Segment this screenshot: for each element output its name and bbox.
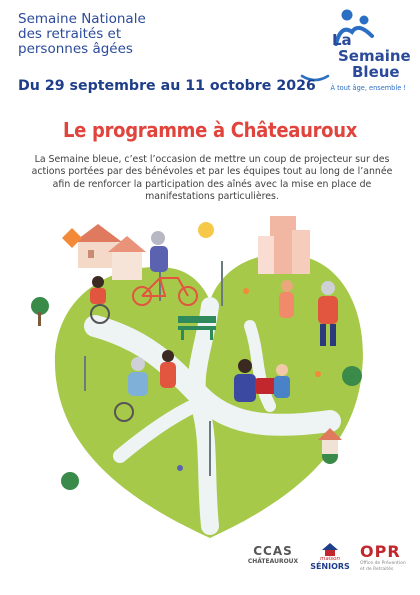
ccas-logo (245, 544, 301, 565)
logo-line-1: La (332, 31, 352, 49)
houses-icon (74, 224, 146, 280)
partner-logos (0, 540, 420, 590)
maison-top: maison (320, 556, 340, 562)
maison-main: SÉNIORS (310, 562, 350, 571)
intro-paragraph: La Semaine bleue, c’est l’occasion de mettre un coup de projecteur sur des actions portées par des bénévoles et par les équipes tout au long de l’année afin de renforcer la participation des aînés avec la mise en place de manifestations particulières. (31, 154, 393, 203)
logo-tagline: À tout âge, ensemble ! (330, 84, 406, 92)
house-icon (320, 542, 340, 556)
opr-sub: Office de Prévention et de Retraités (360, 561, 406, 572)
buildings-icon (258, 216, 310, 274)
opr-logo (360, 542, 410, 572)
logo-line-3: Bleue (352, 63, 400, 81)
sun-icon (198, 222, 214, 238)
ccas-mark: CCAS (253, 544, 293, 558)
park-illustration (0, 206, 420, 546)
event-heading (18, 12, 258, 57)
page-title: Le programme à Châteauroux (62, 118, 358, 142)
opr-mark: OPR (360, 542, 401, 561)
logo-line-2: Semaine (338, 47, 411, 65)
ccas-city: CHÂTEAUROUX (247, 558, 299, 565)
event-dates: Du 29 septembre au 11 octobre 2026 (18, 78, 316, 94)
event-line-3: personnes âgées (18, 41, 133, 57)
event-line-2: des retraités et (18, 26, 122, 42)
event-line-1: Semaine Nationale (18, 11, 146, 27)
maison-seniors-logo (305, 542, 355, 571)
